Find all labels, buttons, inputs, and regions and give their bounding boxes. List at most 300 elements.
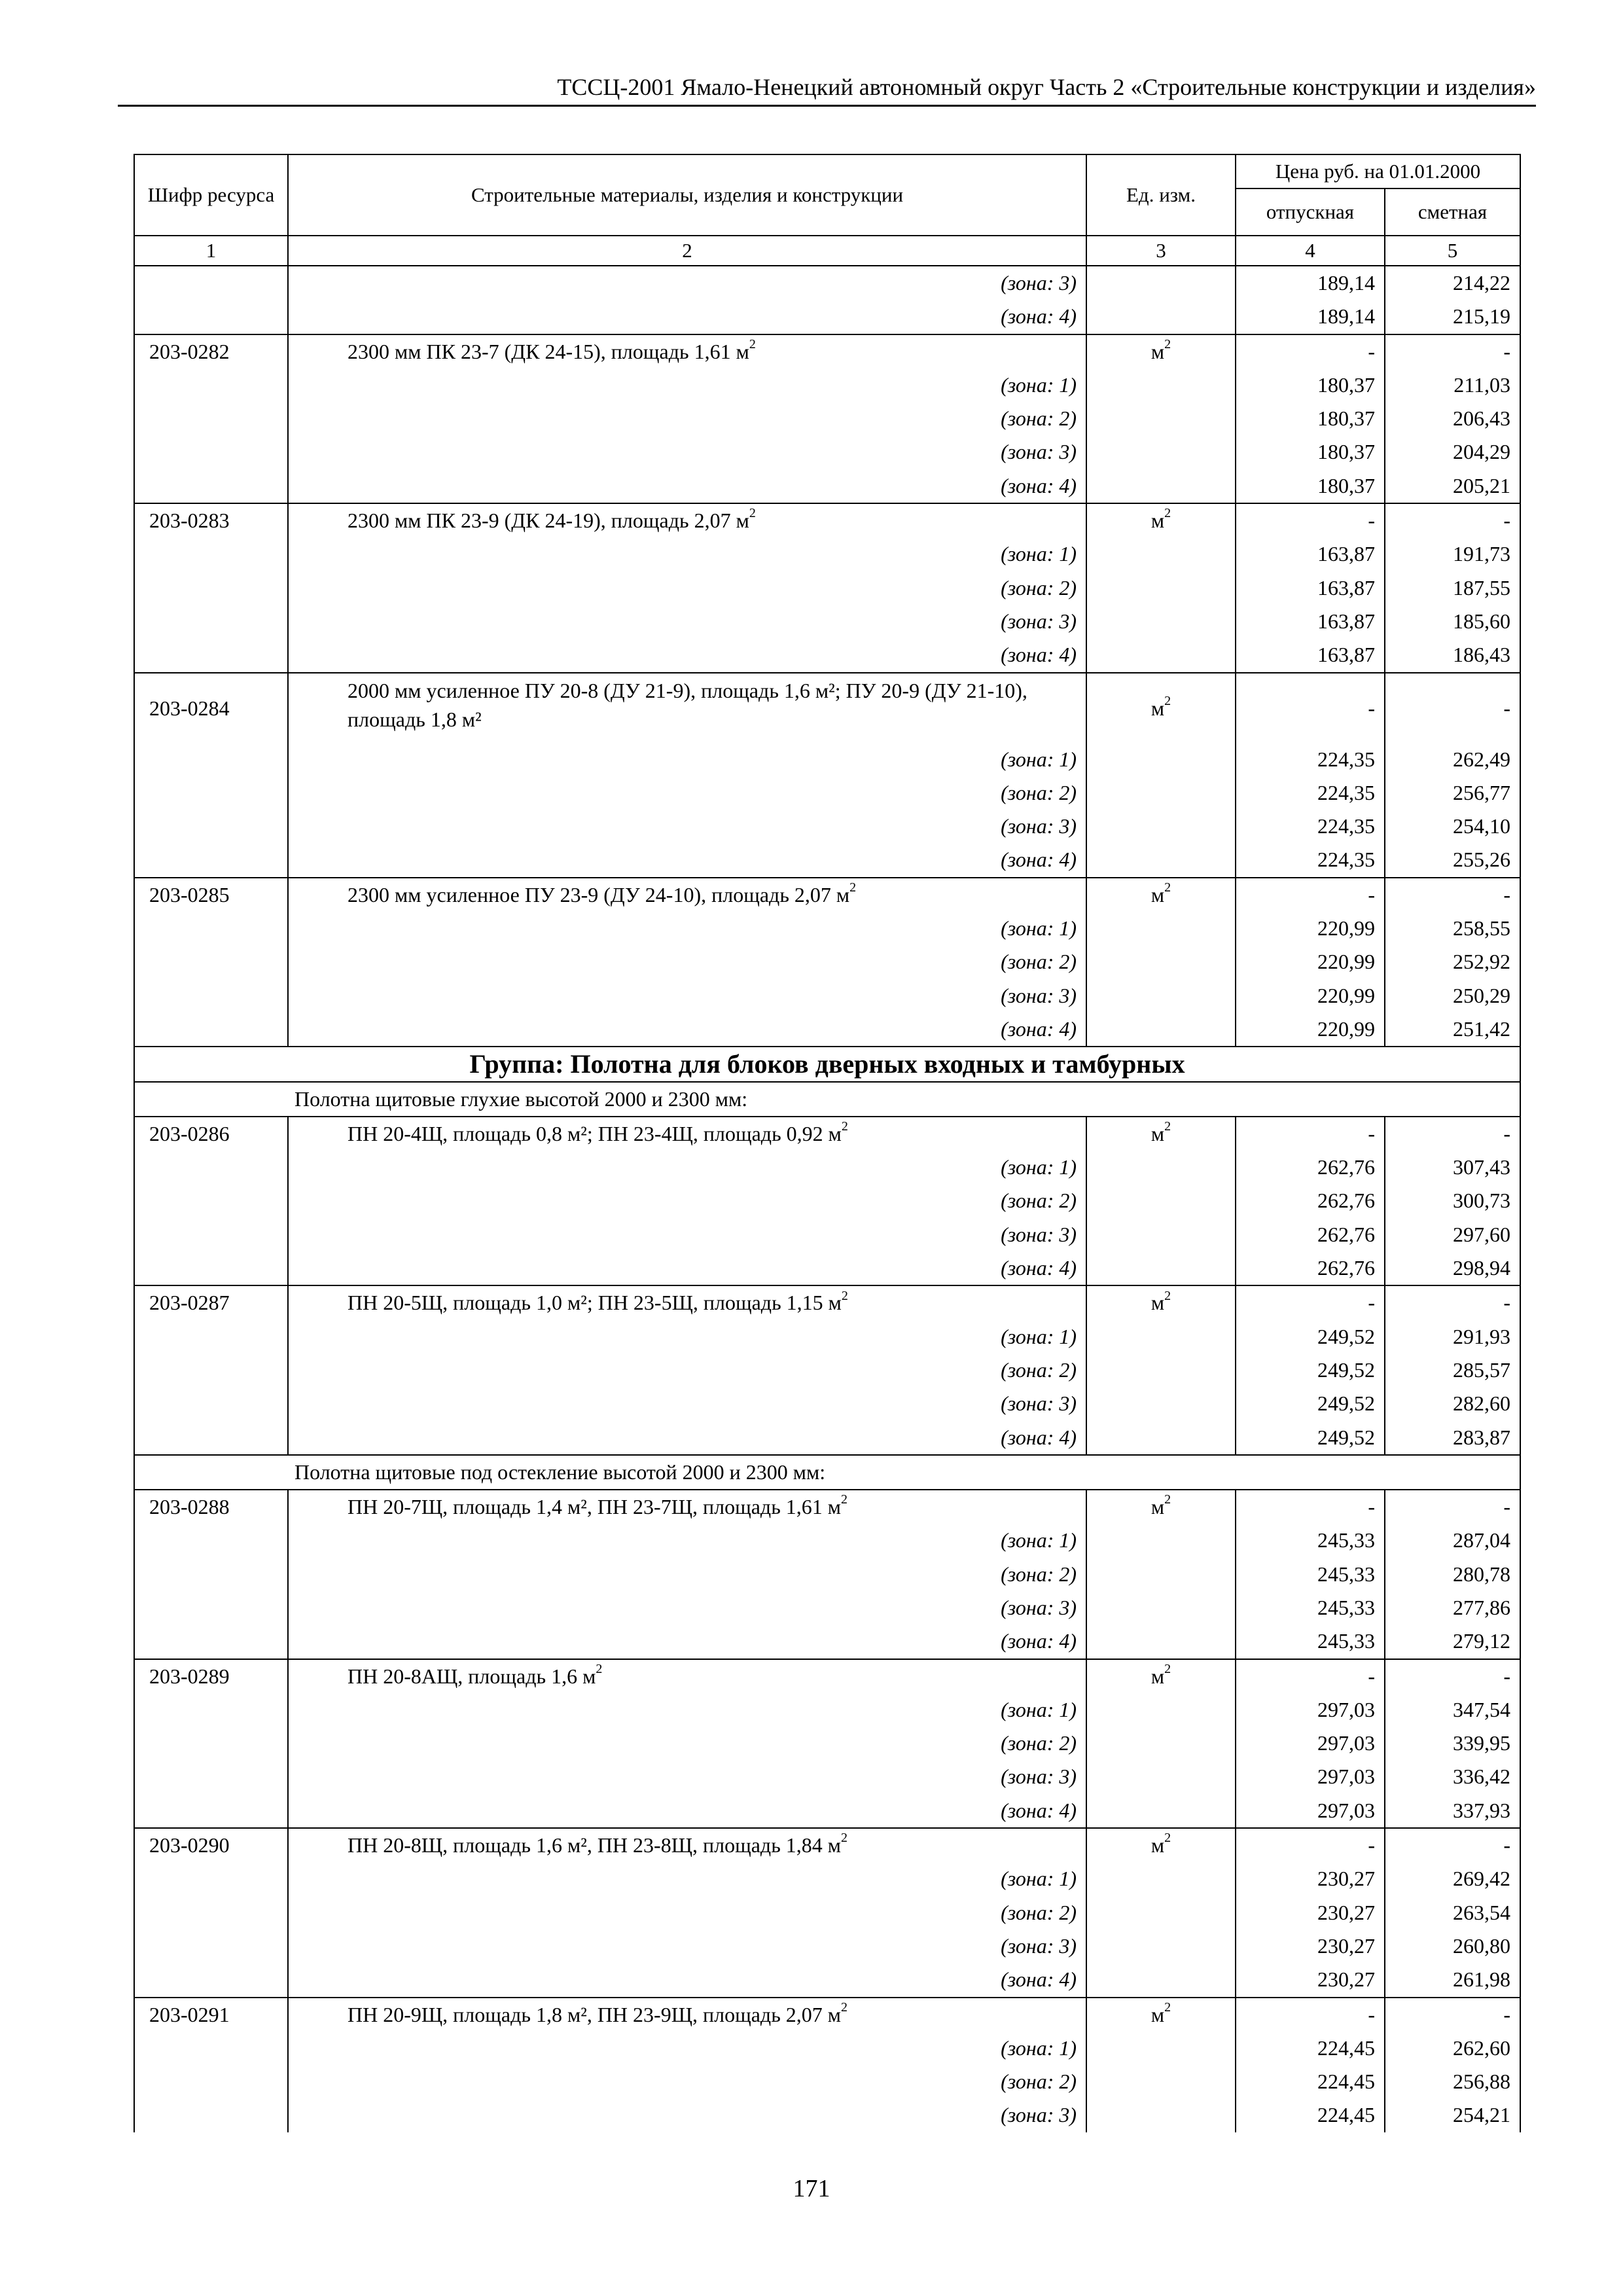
zone-label bbox=[288, 1320, 1086, 1354]
release-price-text: 297,03 bbox=[1317, 1798, 1375, 1822]
estimate-price-text: 256,77 bbox=[1453, 780, 1510, 804]
zone-label bbox=[288, 368, 1086, 402]
unit-cell bbox=[1086, 1862, 1236, 1895]
unit-cell bbox=[1086, 402, 1236, 435]
item-name-superscript: 2 bbox=[841, 1288, 848, 1303]
unit-cell-text: м bbox=[1150, 1664, 1165, 1688]
item-name-text: ПН 20-4Щ, площадь 0,8 м²; ПН 23-4Щ, площадь 0,92 м bbox=[348, 1121, 842, 1145]
zone-row bbox=[134, 912, 1520, 945]
code-cell bbox=[134, 945, 288, 978]
release-price-text: - bbox=[1368, 1495, 1375, 1519]
item-name-superscript: 2 bbox=[841, 1492, 848, 1507]
release-price bbox=[1236, 1624, 1385, 1659]
zone-label bbox=[288, 1963, 1086, 1997]
unit-cell bbox=[1086, 1354, 1236, 1387]
estimate-price-text: 261,98 bbox=[1453, 1967, 1510, 1992]
release-price-text: 262,76 bbox=[1317, 1222, 1375, 1246]
estimate-price bbox=[1385, 1896, 1520, 1929]
release-price-text: 220,99 bbox=[1317, 916, 1375, 941]
release-price bbox=[1236, 1828, 1385, 1862]
zone-row bbox=[134, 537, 1520, 571]
unit-cell bbox=[1086, 1251, 1236, 1285]
zone-label bbox=[288, 1013, 1086, 1047]
item-row bbox=[134, 334, 1520, 368]
zone-label-text: (зона: 2) bbox=[1001, 575, 1077, 600]
estimate-price-text: - bbox=[1503, 1664, 1510, 1688]
estimate-price bbox=[1385, 334, 1520, 368]
item-name bbox=[288, 878, 1086, 912]
release-price-text: 224,45 bbox=[1317, 2103, 1375, 2127]
code-cell bbox=[134, 979, 288, 1013]
zone-label bbox=[288, 571, 1086, 605]
zone-label-text: (зона: 1) bbox=[1001, 1697, 1077, 1721]
resource-code-text: 203-0283 bbox=[149, 509, 230, 533]
zone-label-text: (зона: 2) bbox=[1001, 1357, 1077, 1382]
item-name-superscript: 2 bbox=[849, 880, 857, 895]
estimate-price bbox=[1385, 2032, 1520, 2065]
estimate-price-text: 291,93 bbox=[1453, 1324, 1510, 1348]
item-name-text: 2300 мм усиленное ПУ 23-9 (ДУ 24-10), площадь 2,07 м bbox=[348, 882, 850, 906]
zone-label bbox=[288, 1794, 1086, 1828]
code-cell bbox=[134, 1251, 288, 1285]
estimate-price bbox=[1385, 1828, 1520, 1862]
resource-code-text: 203-0284 bbox=[149, 696, 230, 720]
zone-row bbox=[134, 300, 1520, 334]
estimate-price-text: 205,21 bbox=[1453, 473, 1510, 497]
estimate-price-text: 307,43 bbox=[1453, 1155, 1510, 1179]
estimate-price-text: 277,86 bbox=[1453, 1595, 1510, 1619]
release-price-text: 297,03 bbox=[1317, 1697, 1375, 1721]
zone-label-text: (зона: 3) bbox=[1001, 1765, 1077, 1789]
zone-row bbox=[134, 605, 1520, 638]
estimate-price-text: 262,60 bbox=[1453, 2036, 1510, 2060]
release-price-text: 262,76 bbox=[1317, 1155, 1375, 1179]
release-price-text: - bbox=[1368, 2002, 1375, 2026]
zone-label-text: (зона: 3) bbox=[1001, 1595, 1077, 1619]
code-cell bbox=[134, 1624, 288, 1659]
estimate-price bbox=[1385, 1421, 1520, 1455]
item-name bbox=[288, 1285, 1086, 1319]
release-price bbox=[1236, 743, 1385, 776]
zone-row bbox=[134, 1251, 1520, 1285]
zone-label-text: (зона: 1) bbox=[1001, 372, 1077, 397]
estimate-price bbox=[1385, 1591, 1520, 1624]
zone-label-text: (зона: 1) bbox=[1001, 2036, 1077, 2060]
zone-label bbox=[288, 1354, 1086, 1387]
estimate-price-text: 250,29 bbox=[1453, 983, 1510, 1007]
estimate-price-text: - bbox=[1503, 1495, 1510, 1519]
release-price bbox=[1236, 1727, 1385, 1760]
estimate-price-text: 280,78 bbox=[1453, 1562, 1510, 1586]
release-price-text: 180,37 bbox=[1317, 406, 1375, 431]
estimate-price bbox=[1385, 638, 1520, 672]
estimate-price bbox=[1385, 1117, 1520, 1151]
zone-label bbox=[288, 1218, 1086, 1251]
release-price bbox=[1236, 1013, 1385, 1047]
release-price bbox=[1236, 402, 1385, 435]
release-price-text: 245,33 bbox=[1317, 1629, 1375, 1653]
unit-cell-text: м bbox=[1150, 509, 1165, 533]
unit-cell-text: м bbox=[1150, 1291, 1165, 1315]
zone-label-text: (зона: 1) bbox=[1001, 1155, 1077, 1179]
estimate-price-text: 262,49 bbox=[1453, 747, 1510, 771]
estimate-price bbox=[1385, 1184, 1520, 1217]
code-cell bbox=[134, 300, 288, 334]
unit-cell bbox=[1086, 300, 1236, 334]
unit-cell-text: м bbox=[1150, 2002, 1165, 2026]
release-price-text: 245,33 bbox=[1317, 1562, 1375, 1586]
release-price bbox=[1236, 776, 1385, 810]
estimate-price-text: 336,42 bbox=[1453, 1765, 1510, 1789]
group-title-text: Группа: Полотна для блоков дверных входных и тамбурных bbox=[469, 1049, 1185, 1079]
estimate-price bbox=[1385, 1524, 1520, 1557]
estimate-price bbox=[1385, 1727, 1520, 1760]
unit-cell-superscript: 2 bbox=[1164, 506, 1171, 521]
release-price bbox=[1236, 469, 1385, 503]
estimate-price-text: 347,54 bbox=[1453, 1697, 1510, 1721]
zone-label bbox=[288, 1184, 1086, 1217]
zone-label-text: (зона: 2) bbox=[1001, 950, 1077, 974]
item-name-superscript: 2 bbox=[841, 1831, 848, 1846]
col-header-release: отпускная bbox=[1236, 188, 1385, 236]
release-price-text: 224,35 bbox=[1317, 848, 1375, 872]
subgroup-row bbox=[134, 1082, 1520, 1117]
unit-cell bbox=[1086, 1693, 1236, 1727]
resource-code-text: 203-0288 bbox=[149, 1495, 230, 1519]
release-price bbox=[1236, 571, 1385, 605]
zone-label-text: (зона: 4) bbox=[1001, 1629, 1077, 1653]
estimate-price bbox=[1385, 743, 1520, 776]
zone-label bbox=[288, 1760, 1086, 1793]
zone-label bbox=[288, 469, 1086, 503]
item-name-superscript: 2 bbox=[841, 2000, 848, 2015]
release-price bbox=[1236, 1218, 1385, 1251]
subgroup-row bbox=[134, 1455, 1520, 1490]
zone-label bbox=[288, 2065, 1086, 2098]
zone-label-text: (зона: 4) bbox=[1001, 1967, 1077, 1992]
code-cell bbox=[134, 743, 288, 776]
zone-row bbox=[134, 368, 1520, 402]
code-cell bbox=[134, 1896, 288, 1929]
header-rule bbox=[118, 105, 1536, 107]
estimate-price bbox=[1385, 1998, 1520, 2032]
unit-cell bbox=[1086, 1963, 1236, 1997]
estimate-price bbox=[1385, 979, 1520, 1013]
unit-cell-superscript: 2 bbox=[1164, 1661, 1171, 1676]
table-body bbox=[134, 266, 1520, 2132]
group-title bbox=[134, 1047, 1520, 1081]
release-price bbox=[1236, 1862, 1385, 1895]
group-row bbox=[134, 1047, 1520, 1081]
unit-cell-superscript: 2 bbox=[1164, 1831, 1171, 1846]
estimate-price bbox=[1385, 878, 1520, 912]
estimate-price-text: 206,43 bbox=[1453, 406, 1510, 431]
unit-cell bbox=[1086, 1896, 1236, 1929]
unit-cell bbox=[1086, 1285, 1236, 1319]
release-price bbox=[1236, 2032, 1385, 2065]
item-name-text: ПН 20-5Щ, площадь 1,0 м²; ПН 23-5Щ, площадь 1,15 м bbox=[348, 1291, 842, 1315]
code-cell bbox=[134, 1524, 288, 1557]
unit-cell bbox=[1086, 1760, 1236, 1793]
release-price bbox=[1236, 2065, 1385, 2098]
unit-cell bbox=[1086, 1013, 1236, 1047]
unit-cell-superscript: 2 bbox=[1164, 693, 1171, 708]
estimate-price-text: 254,10 bbox=[1453, 814, 1510, 838]
estimate-price-text: 298,94 bbox=[1453, 1256, 1510, 1280]
release-price bbox=[1236, 1354, 1385, 1387]
code-cell bbox=[134, 537, 288, 571]
zone-row bbox=[134, 638, 1520, 672]
zone-row bbox=[134, 402, 1520, 435]
estimate-price bbox=[1385, 571, 1520, 605]
release-price-text: 297,03 bbox=[1317, 1765, 1375, 1789]
column-numbers-row bbox=[134, 236, 1520, 266]
code-cell bbox=[134, 1387, 288, 1420]
unit-cell bbox=[1086, 1558, 1236, 1591]
unit-cell bbox=[1086, 435, 1236, 469]
release-price bbox=[1236, 1117, 1385, 1151]
code-cell bbox=[134, 1151, 288, 1184]
item-row bbox=[134, 1998, 1520, 2032]
zone-row bbox=[134, 1320, 1520, 1354]
zone-label bbox=[288, 2032, 1086, 2065]
zone-row bbox=[134, 945, 1520, 978]
zone-label-text: (зона: 3) bbox=[1001, 814, 1077, 838]
zone-label bbox=[288, 435, 1086, 469]
unit-cell bbox=[1086, 1794, 1236, 1828]
zone-row bbox=[134, 1151, 1520, 1184]
release-price bbox=[1236, 1929, 1385, 1963]
unit-cell bbox=[1086, 2098, 1236, 2132]
estimate-price bbox=[1385, 810, 1520, 843]
zone-label bbox=[288, 843, 1086, 877]
release-price-text: 249,52 bbox=[1317, 1391, 1375, 1416]
code-cell bbox=[134, 2065, 288, 2098]
release-price-text: 224,45 bbox=[1317, 2070, 1375, 2094]
zone-label bbox=[288, 1896, 1086, 1929]
unit-cell bbox=[1086, 469, 1236, 503]
estimate-price-text: 255,26 bbox=[1453, 848, 1510, 872]
unit-cell bbox=[1086, 638, 1236, 672]
zone-row bbox=[134, 1524, 1520, 1557]
release-price bbox=[1236, 673, 1385, 743]
estimate-price bbox=[1385, 673, 1520, 743]
estimate-price-text: 282,60 bbox=[1453, 1391, 1510, 1416]
zone-label-text: (зона: 1) bbox=[1001, 1867, 1077, 1891]
unit-cell-superscript: 2 bbox=[1164, 1119, 1171, 1134]
zone-label-text: (зона: 2) bbox=[1001, 406, 1077, 431]
zone-row bbox=[134, 743, 1520, 776]
estimate-price bbox=[1385, 2065, 1520, 2098]
zone-row bbox=[134, 1591, 1520, 1624]
zone-label bbox=[288, 1251, 1086, 1285]
release-price bbox=[1236, 1558, 1385, 1591]
release-price-text: 249,52 bbox=[1317, 1425, 1375, 1449]
estimate-price-text: - bbox=[1503, 339, 1510, 363]
estimate-price-text: 260,80 bbox=[1453, 1933, 1510, 1958]
resource-code bbox=[134, 878, 288, 912]
code-cell bbox=[134, 2032, 288, 2065]
item-name bbox=[288, 503, 1086, 537]
estimate-price bbox=[1385, 1490, 1520, 1524]
zone-row bbox=[134, 2098, 1520, 2132]
unit-cell bbox=[1086, 1727, 1236, 1760]
zone-label-text: (зона: 4) bbox=[1001, 1256, 1077, 1280]
zone-label bbox=[288, 743, 1086, 776]
unit-cell-text: м bbox=[1150, 882, 1165, 906]
release-price-text: 189,14 bbox=[1317, 304, 1375, 329]
code-cell bbox=[134, 1794, 288, 1828]
unit-cell bbox=[1086, 2032, 1236, 2065]
unit-cell bbox=[1086, 368, 1236, 402]
estimate-price-text: 337,93 bbox=[1453, 1798, 1510, 1822]
unit-cell-superscript: 2 bbox=[1164, 1492, 1171, 1507]
zone-row bbox=[134, 2032, 1520, 2065]
zone-row bbox=[134, 1184, 1520, 1217]
release-price-text: 262,76 bbox=[1317, 1189, 1375, 1213]
unit-cell-superscript: 2 bbox=[1164, 880, 1171, 895]
item-row bbox=[134, 1490, 1520, 1524]
zone-label-text: (зона: 3) bbox=[1001, 609, 1077, 633]
resource-code-text: 203-0286 bbox=[149, 1121, 230, 1145]
zone-label bbox=[288, 912, 1086, 945]
unit-cell-superscript: 2 bbox=[1164, 336, 1171, 351]
zone-label bbox=[288, 1591, 1086, 1624]
item-row bbox=[134, 1117, 1520, 1151]
estimate-price bbox=[1385, 435, 1520, 469]
zone-label bbox=[288, 1727, 1086, 1760]
estimate-price-text: 285,57 bbox=[1453, 1357, 1510, 1382]
estimate-price-text: 215,19 bbox=[1453, 304, 1510, 329]
unit-cell bbox=[1086, 878, 1236, 912]
unit-cell bbox=[1086, 945, 1236, 978]
zone-label bbox=[288, 1387, 1086, 1420]
release-price bbox=[1236, 1184, 1385, 1217]
estimate-price bbox=[1385, 1929, 1520, 1963]
release-price bbox=[1236, 979, 1385, 1013]
column-number: 2 bbox=[288, 236, 1086, 266]
estimate-price-text: 214,22 bbox=[1453, 271, 1510, 295]
release-price-text: 224,35 bbox=[1317, 814, 1375, 838]
release-price bbox=[1236, 878, 1385, 912]
zone-row bbox=[134, 1963, 1520, 1997]
unit-cell bbox=[1086, 605, 1236, 638]
release-price-text: 224,35 bbox=[1317, 747, 1375, 771]
release-price bbox=[1236, 1387, 1385, 1420]
item-name bbox=[288, 1998, 1086, 2032]
zone-label-text: (зона: 2) bbox=[1001, 1900, 1077, 1924]
zone-label bbox=[288, 810, 1086, 843]
unit-cell bbox=[1086, 1184, 1236, 1217]
item-name-text: ПН 20-9Щ, площадь 1,8 м², ПН 23-9Щ, площадь 2,07 м bbox=[348, 2002, 842, 2026]
zone-label bbox=[288, 945, 1086, 978]
unit-cell bbox=[1086, 843, 1236, 877]
zone-row bbox=[134, 1794, 1520, 1828]
item-name bbox=[288, 1659, 1086, 1693]
unit-cell bbox=[1086, 1659, 1236, 1693]
zone-label-text: (зона: 1) bbox=[1001, 542, 1077, 566]
release-price bbox=[1236, 945, 1385, 978]
release-price bbox=[1236, 1693, 1385, 1727]
item-name-text: 2300 мм ПК 23-7 (ДК 24-15), площадь 1,61 м bbox=[348, 339, 749, 363]
col-header-name: Строительные материалы, изделия и конструкции bbox=[288, 154, 1086, 236]
code-cell bbox=[134, 638, 288, 672]
release-price bbox=[1236, 912, 1385, 945]
item-name bbox=[288, 1490, 1086, 1524]
unit-cell bbox=[1086, 1998, 1236, 2032]
zone-label-text: (зона: 2) bbox=[1001, 1189, 1077, 1213]
code-cell bbox=[134, 776, 288, 810]
zone-row bbox=[134, 1862, 1520, 1895]
release-price bbox=[1236, 1591, 1385, 1624]
resource-code bbox=[134, 1490, 288, 1524]
estimate-price-text: - bbox=[1503, 2002, 1510, 2026]
zone-label bbox=[288, 638, 1086, 672]
release-price bbox=[1236, 605, 1385, 638]
zone-row bbox=[134, 1896, 1520, 1929]
unit-cell bbox=[1086, 571, 1236, 605]
code-cell bbox=[134, 402, 288, 435]
zone-label-text: (зона: 2) bbox=[1001, 2070, 1077, 2094]
column-number: 3 bbox=[1086, 236, 1236, 266]
item-name-superscript: 2 bbox=[841, 1119, 848, 1134]
release-price-text: 245,33 bbox=[1317, 1595, 1375, 1619]
zone-label-text: (зона: 2) bbox=[1001, 1731, 1077, 1755]
zone-label bbox=[288, 2098, 1086, 2132]
release-price-text: - bbox=[1368, 696, 1375, 720]
col-header-unit: Ед. изм. bbox=[1086, 154, 1236, 236]
zone-label-text: (зона: 3) bbox=[1001, 1933, 1077, 1958]
estimate-price-text: - bbox=[1503, 882, 1510, 906]
release-price-text: 230,27 bbox=[1317, 1867, 1375, 1891]
estimate-price bbox=[1385, 2098, 1520, 2132]
zone-row bbox=[134, 810, 1520, 843]
release-price bbox=[1236, 266, 1385, 300]
zone-row bbox=[134, 1558, 1520, 1591]
release-price bbox=[1236, 1151, 1385, 1184]
zone-label-text: (зона: 3) bbox=[1001, 271, 1077, 295]
code-cell bbox=[134, 1727, 288, 1760]
release-price-text: 220,99 bbox=[1317, 983, 1375, 1007]
release-price-text: 180,37 bbox=[1317, 440, 1375, 464]
zone-label bbox=[288, 1929, 1086, 1963]
release-price bbox=[1236, 1251, 1385, 1285]
estimate-price bbox=[1385, 1693, 1520, 1727]
release-price bbox=[1236, 537, 1385, 571]
release-price-text: 163,87 bbox=[1317, 643, 1375, 667]
estimate-price-text: - bbox=[1503, 1291, 1510, 1315]
resource-code bbox=[134, 1828, 288, 1862]
code-cell bbox=[134, 2098, 288, 2132]
code-cell bbox=[134, 843, 288, 877]
release-price-text: 163,87 bbox=[1317, 609, 1375, 633]
zone-row bbox=[134, 1013, 1520, 1047]
estimate-price bbox=[1385, 1285, 1520, 1319]
zone-row bbox=[134, 1624, 1520, 1659]
zone-label-text: (зона: 1) bbox=[1001, 916, 1077, 941]
column-number: 5 bbox=[1385, 236, 1520, 266]
unit-cell-text: м bbox=[1150, 1833, 1165, 1857]
estimate-price bbox=[1385, 1151, 1520, 1184]
release-price-text: 189,14 bbox=[1317, 271, 1375, 295]
zone-row bbox=[134, 1693, 1520, 1727]
unit-cell bbox=[1086, 1828, 1236, 1862]
code-cell bbox=[134, 1862, 288, 1895]
col-header-code: Шифр ресурса bbox=[134, 154, 288, 236]
zone-row bbox=[134, 979, 1520, 1013]
price-table bbox=[134, 154, 1521, 2132]
release-price-text: - bbox=[1368, 882, 1375, 906]
